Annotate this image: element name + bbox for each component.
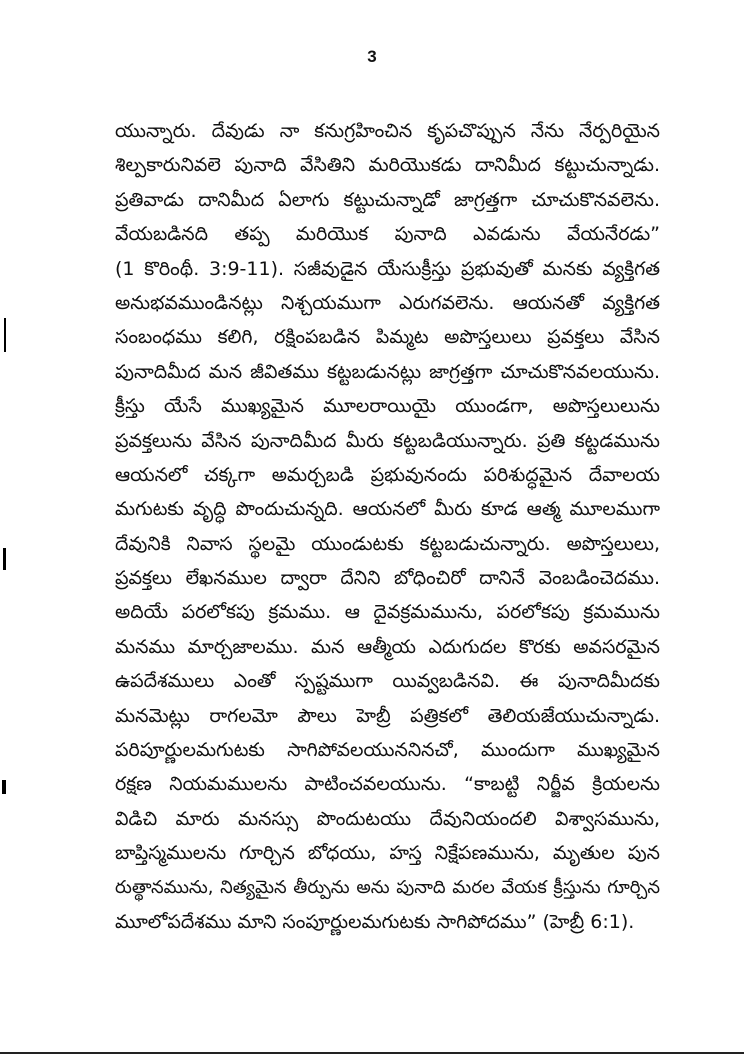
scan-mark [2,780,6,794]
text-line: క్రీస్తు యేసే ముఖ్యమైన మూలరాయియై యుండగా, అపొస్తలులును [115,395,660,418]
text-line: ఉపదేశములు ఎంతో స్పష్టముగా యివ్వబడినవి. ఈ పునాదిమీదకు [115,670,660,693]
text-line: పరిపూర్ణులమగుటకు సాగిపోవలయుననినచో, ముందుగా ముఖ్యమైన [115,739,660,762]
text-line: యున్నారు. దేవుడు నా కనుగ్రహించిన కృపచొప్పున నేను నేర్పరియైన [115,120,660,142]
text-line: రుత్థానమును, నిత్యమైన తీర్పును అను పునాది మరల వేయక క్రీస్తును గూర్చిన [115,876,660,898]
text-line: మనము మార్చజాలము. మన ఆత్మీయ ఎదుగుదల కొరకు అవసరమైన [115,635,660,658]
text-line: సంబంధము కలిగి, రక్షింపబడిన పిమ్మట అపొస్తలులు ప్రవక్తలు వేసిన [115,326,660,349]
scan-mark [3,548,6,570]
text-line: (1 కొరింథీ. 3:9-11). సజీవుడైన యేసుక్రీస్తు ప్రభువుతో మనకు వ్యక్తిగత [115,257,660,280]
bottom-rule [0,1052,744,1054]
text-line: ప్రతివాడు దానిమీద ఏలాగు కట్టుచున్నాడో జాగ్రత్తగా చూచుకొనవలెను. [115,188,660,211]
text-line: మూలోపదేశము మాని సంపూర్ణులమగుటకు సాగిపోదము” (హెబ్రీ 6:1). [115,910,635,933]
text-line: అదియే పరలోకపు క్రమము. ఆ దైవక్రమమును, పరలోకపు క్రమమును [115,601,660,624]
text-line: ప్రవక్తలు లేఖనముల ద్వారా దేనిని బోధించిరో దానినే వెంబడించెదము. [115,567,660,590]
text-line: పునాదిమీద మన జీవితము కట్టబడునట్లు జాగ్రత్తగా చూచుకొనవలయును. [115,360,660,383]
text-line: బాప్తిస్మములను గూర్చిన బోధయు, హస్త నిక్షేపణమును, మృతుల పున [115,842,660,865]
text-line: ఆయనలో చక్కగా అమర్చబడి ప్రభువునందు పరిశుద్ధమైన దేవాలయ [115,463,660,486]
text-line: ప్రవక్తలును వేసిన పునాదిమీద మీరు కట్టబడియున్నారు. ప్రతి కట్టడమును [115,429,660,452]
text-line: అనుభవముండినట్లు నిశ్చయముగా ఎరుగవలెను. ఆయనతో వ్యక్తిగత [115,291,660,314]
scan-mark [4,318,6,352]
text-line: రక్షణ నియమములను పాటించవలయును. “కాబట్టి నిర్జీవ క్రియలను [115,773,660,796]
text-line: మనమెట్లు రాగలమో పౌలు హెబ్రీ పత్రికలో తెలియజేయుచున్నాడు. [115,704,660,727]
text-line: శిల్పకారునివలె పునాది వేసితిని మరియొకడు దానిమీద కట్టుచున్నాడు. [115,154,660,177]
text-line: వేయబడినది తప్ప మరియొక పునాది ఎవడును వేయనేరడు” [115,223,660,246]
body-text [115,114,660,939]
text-line: విడిచి మారు మనస్సు పొందుటయు దేవునియందలి విశ్వాసమును, [115,807,660,830]
text-line: దేవునికి నివాస స్థలమై యుండుటకు కట్టబడుచున్నారు. అపొస్తలులు, [115,532,660,555]
text-line: మగుటకు వృద్ధి పొందుచున్నది. ఆయనలో మీరు కూడ ఆత్మ మూలముగా [115,498,660,521]
page-number: 3 [367,47,377,66]
